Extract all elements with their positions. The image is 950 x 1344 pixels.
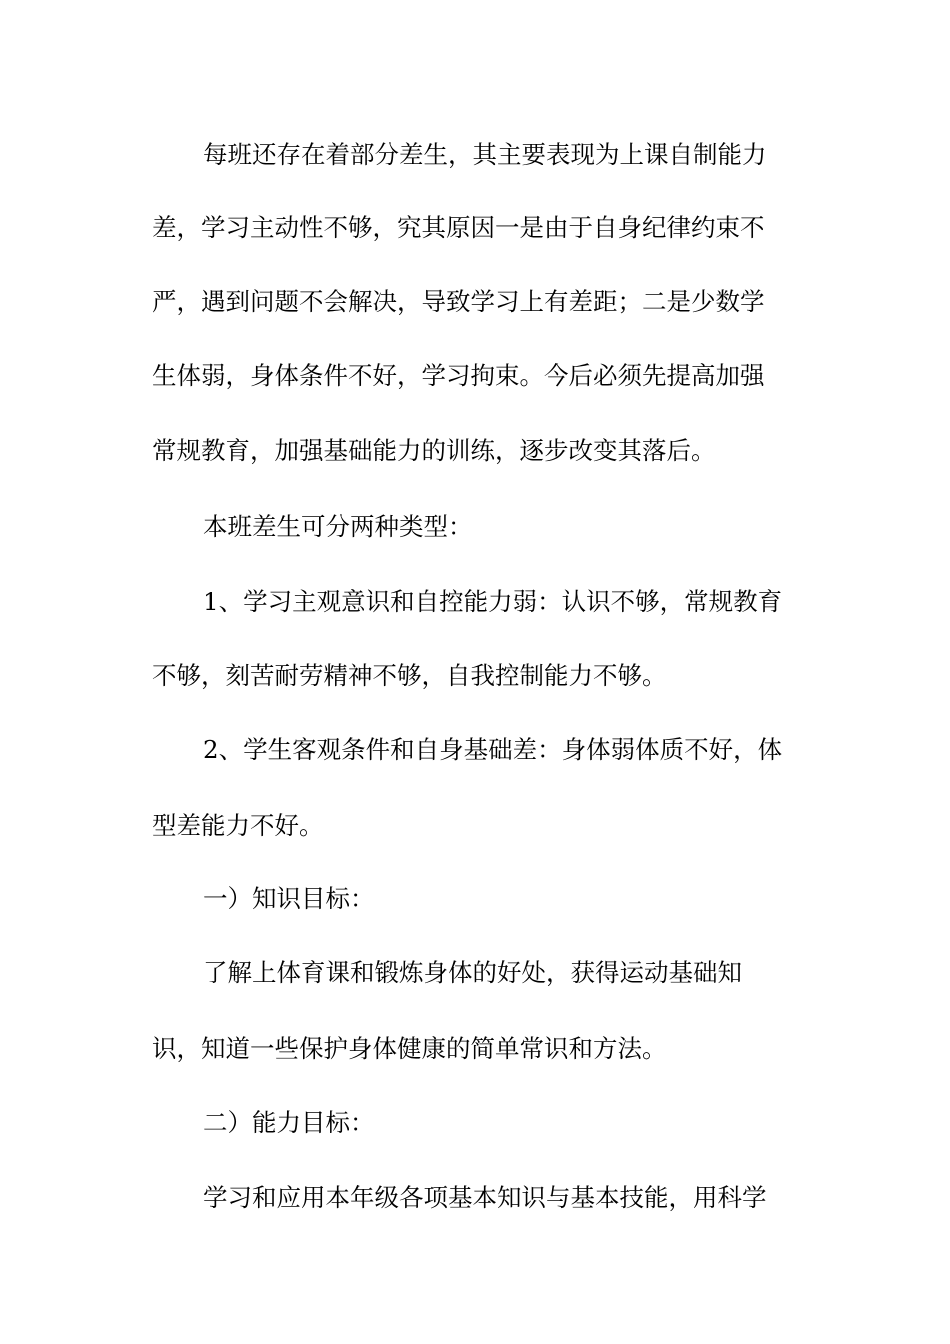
paragraph-1-line-5: 常规教育，加强基础能力的训练，逐步改变其落后。 xyxy=(152,436,716,465)
paragraph-3-line-2: 不够，刻苦耐劳精神不够，自我控制能力不够。 xyxy=(152,661,667,690)
paragraph-1-line-2: 差，学习主动性不够，究其原因一是由于自身纪律约束不 xyxy=(152,213,765,242)
paragraph-6-line-1: 了解上体育课和锻炼身体的好处，获得运动基础知 xyxy=(203,958,742,987)
paragraph-1-line-3: 严，遇到问题不会解决，导致学习上有差距；二是少数学 xyxy=(152,287,765,316)
paragraph-7-line-1: 二）能力目标： xyxy=(203,1108,375,1137)
paragraph-8-line-1: 学习和应用本年级各项基本知识与基本技能，用科学 xyxy=(203,1183,767,1212)
paragraph-1-line-4: 生体弱，身体条件不好，学习拘束。今后必须先提高加强 xyxy=(152,361,765,390)
paragraph-2-line-1: 本班差生可分两种类型： xyxy=(203,512,473,541)
paragraph-4-line-1: 2、学生客观条件和自身基础差：身体弱体质不好，体 xyxy=(203,735,783,764)
paragraph-3-line-1: 1、学习主观意识和自控能力弱：认识不够，常规教育 xyxy=(203,587,783,616)
paragraph-1-line-1: 每班还存在着部分差生，其主要表现为上课自制能力 xyxy=(203,140,767,169)
paragraph-4-line-2: 型差能力不好。 xyxy=(152,811,324,840)
paragraph-6-line-2: 识，知道一些保护身体健康的简单常识和方法。 xyxy=(152,1034,667,1063)
paragraph-5-line-1: 一）知识目标： xyxy=(203,884,375,913)
